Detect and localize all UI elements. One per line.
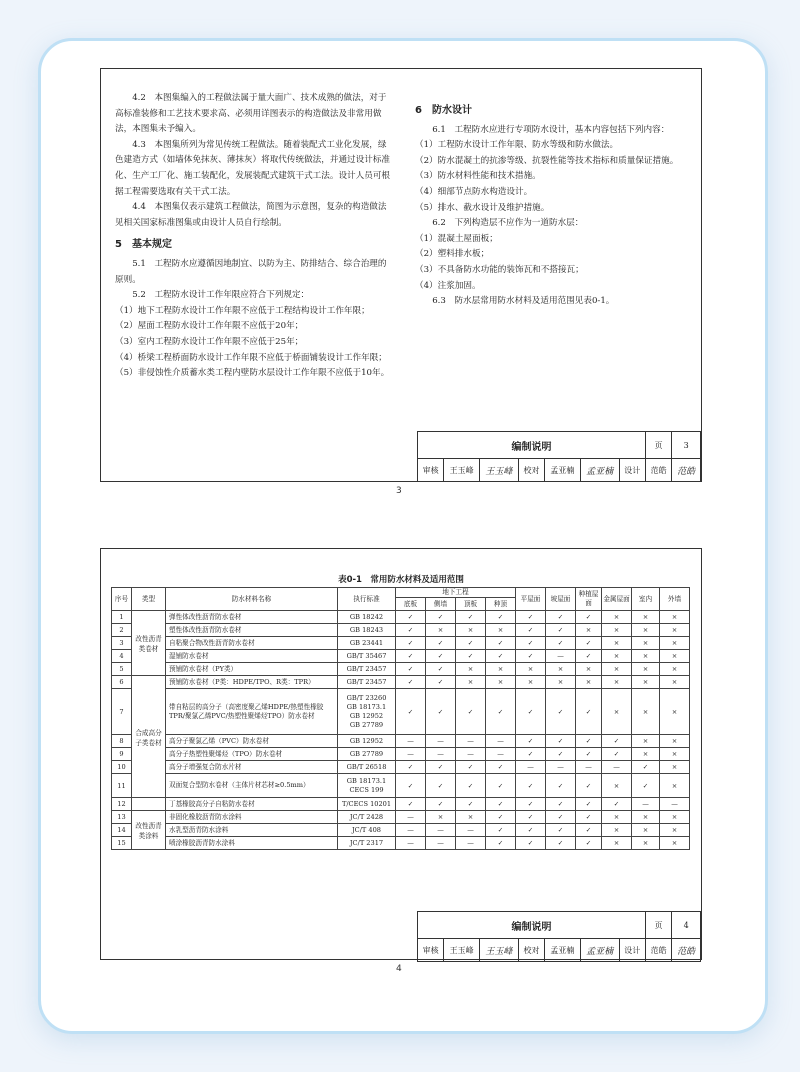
person-name: 王玉峰 (444, 459, 480, 482)
mark-cell: ✓ (396, 611, 426, 624)
paragraph: （2）屋面工程防水设计工作年限不应低于20年； (115, 321, 304, 332)
col-header: 金属屋面 (602, 588, 632, 611)
mark-cell: × (486, 624, 516, 637)
materials-table (111, 587, 690, 850)
section-heading: 5 基本规定 (115, 239, 172, 251)
table-row (112, 689, 690, 735)
paragraph: 6.2 下列构造层不应作为一道防水层： (432, 218, 584, 229)
mark-cell: ✓ (546, 798, 576, 811)
signature: 孟亚楠 (580, 459, 619, 482)
row-number: 5 (112, 663, 132, 676)
mark-cell: ✓ (516, 837, 546, 850)
mark-cell: — (632, 798, 660, 811)
mark-cell: ✓ (486, 798, 516, 811)
mark-cell: ✓ (516, 650, 546, 663)
mark-cell: × (576, 663, 602, 676)
mark-cell: ✓ (456, 689, 486, 735)
mark-cell: × (632, 663, 660, 676)
mark-cell: ✓ (426, 611, 456, 624)
col-header: 地下工程 (396, 588, 516, 598)
row-number: 6 (112, 676, 132, 689)
mark-cell: × (632, 624, 660, 637)
material-name: 高分子聚氯乙烯（PVC）防水卷材 (166, 735, 338, 748)
mark-cell: ✓ (456, 774, 486, 798)
mark-cell: ✓ (576, 735, 602, 748)
standard-cell: JC/T 2428 (338, 811, 396, 824)
mark-cell: ✓ (576, 611, 602, 624)
standard-cell: GB/T 23457 (338, 676, 396, 689)
table-row (112, 663, 690, 676)
mark-cell: ✓ (576, 837, 602, 850)
row-number: 8 (112, 735, 132, 748)
left-column (115, 91, 391, 382)
paragraph: （2）塑料排水板； (415, 249, 490, 260)
mark-cell: — (456, 748, 486, 761)
signature: 王玉峰 (479, 459, 518, 482)
mark-cell: ✓ (486, 837, 516, 850)
mark-cell: ✓ (426, 761, 456, 774)
mark-cell: × (632, 735, 660, 748)
col-header: 侧墙 (426, 598, 456, 611)
mark-cell: ✓ (396, 798, 426, 811)
row-number: 9 (112, 748, 132, 761)
mark-cell: ✓ (396, 774, 426, 798)
mark-cell: × (602, 824, 632, 837)
row-number: 10 (112, 761, 132, 774)
table-row (112, 837, 690, 850)
mark-cell: ✓ (456, 798, 486, 811)
standard-cell: JC/T 408 (338, 824, 396, 837)
mark-cell: ✓ (456, 611, 486, 624)
material-name: 弹性体改性沥青防水卷材 (166, 611, 338, 624)
material-name: 塑性体改性沥青防水卷材 (166, 624, 338, 637)
paragraph: 5.2 工程防水设计工作年限应符合下列规定： (132, 290, 310, 301)
person-name: 王玉峰 (444, 939, 480, 962)
table-title: 表0-1 常用防水材料及适用范围 (338, 575, 464, 585)
role-label: 校对 (518, 939, 544, 962)
mark-cell: × (576, 624, 602, 637)
mark-cell: ✓ (576, 637, 602, 650)
mark-cell: × (426, 624, 456, 637)
paragraph: （5）非侵蚀性介质蓄水类工程内壁防水层设计工作年限不应低于10年。 (115, 368, 390, 379)
title-block (417, 431, 701, 482)
mark-cell: ✓ (516, 774, 546, 798)
document-page-4 (100, 548, 702, 960)
mark-cell: × (426, 811, 456, 824)
mark-cell: ✓ (396, 676, 426, 689)
mark-cell: ✓ (426, 676, 456, 689)
page-value: 3 (672, 432, 701, 459)
row-number: 1 (112, 611, 132, 624)
col-header: 底板 (396, 598, 426, 611)
paragraph: 6.1 工程防水应进行专项防水设计，基本内容包括下列内容： (432, 124, 670, 135)
category-cell (132, 798, 166, 811)
person-name: 范皓 (645, 939, 671, 962)
mark-cell: × (602, 837, 632, 850)
standard-cell: GB/T 35467 (338, 650, 396, 663)
paragraph: 5.1 工程防水应遵循因地制宜、以防为主、防排结合、综合治理的原则。 (115, 258, 387, 285)
paragraph: （4）注浆加固。 (415, 280, 481, 291)
mark-cell: × (660, 824, 690, 837)
mark-cell: × (660, 761, 690, 774)
mark-cell: × (660, 689, 690, 735)
role-label: 审核 (418, 939, 444, 962)
mark-cell: × (546, 676, 576, 689)
mark-cell: × (632, 837, 660, 850)
mark-cell: — (426, 748, 456, 761)
col-header: 外墙 (660, 588, 690, 611)
mark-cell: — (456, 837, 486, 850)
mark-cell: — (396, 824, 426, 837)
category-cell: 改性沥青类卷材 (132, 611, 166, 676)
signature: 范皓 (672, 939, 701, 962)
mark-cell: ✓ (486, 650, 516, 663)
person-name: 孟亚楠 (545, 459, 581, 482)
row-number: 3 (112, 637, 132, 650)
mark-cell: ✓ (486, 811, 516, 824)
mark-cell: ✓ (576, 650, 602, 663)
mark-cell: — (396, 811, 426, 824)
paragraph: 6.3 防水层常用防水材料及适用范围见表0-1。 (432, 296, 615, 307)
table-row (112, 774, 690, 798)
mark-cell: ✓ (516, 611, 546, 624)
material-name: 自粘聚合物改性沥青防水卷材 (166, 637, 338, 650)
mark-cell: — (426, 824, 456, 837)
mark-cell: × (602, 689, 632, 735)
mark-cell: ✓ (426, 774, 456, 798)
mark-cell: ✓ (456, 761, 486, 774)
paragraph: （3）防水材料性能和技术措施。 (415, 171, 541, 182)
mark-cell: ✓ (396, 624, 426, 637)
mark-cell: — (516, 761, 546, 774)
mark-cell: ✓ (576, 798, 602, 811)
mark-cell: — (486, 748, 516, 761)
mark-cell: × (602, 663, 632, 676)
mark-cell: ✓ (516, 689, 546, 735)
person-name: 孟亚楠 (545, 939, 581, 962)
table-row (112, 624, 690, 637)
mark-cell: × (602, 624, 632, 637)
mark-cell: ✓ (516, 748, 546, 761)
page-value: 4 (672, 912, 701, 939)
section-heading: 6 防水设计 (415, 105, 472, 116)
row-number: 12 (112, 798, 132, 811)
mark-cell: — (426, 837, 456, 850)
mark-cell: × (602, 650, 632, 663)
mark-cell: — (546, 650, 576, 663)
mark-cell: ✓ (456, 637, 486, 650)
mark-cell: × (660, 837, 690, 850)
mark-cell: × (632, 811, 660, 824)
role-label: 校对 (518, 459, 544, 482)
mark-cell: ✓ (486, 637, 516, 650)
mark-cell: ✓ (632, 761, 660, 774)
header-row (112, 588, 690, 598)
col-header: 种植屋面 (576, 588, 602, 611)
col-header: 类型 (132, 588, 166, 611)
mark-cell: × (632, 824, 660, 837)
col-header: 室内 (632, 588, 660, 611)
mark-cell: ✓ (486, 611, 516, 624)
row-number: 13 (112, 811, 132, 824)
mark-cell: × (486, 676, 516, 689)
mark-cell: × (486, 663, 516, 676)
material-name: 预铺防水卷材（PY类） (166, 663, 338, 676)
table-row (112, 637, 690, 650)
paragraph: 4.4 本图集仅表示建筑工程做法，简图为示意图，复杂的构造做法见相关国家标准图集或由设计人员自行绘制。 (115, 202, 387, 228)
table-row (112, 761, 690, 774)
mark-cell: × (632, 689, 660, 735)
col-header: 执行标准 (338, 588, 396, 611)
mark-cell: — (602, 761, 632, 774)
mark-cell: — (456, 735, 486, 748)
category-cell: 改性沥青类涂料 (132, 811, 166, 850)
mark-cell: ✓ (516, 637, 546, 650)
paragraph: （1）混凝土屋面板； (415, 233, 498, 244)
mark-cell: ✓ (396, 663, 426, 676)
mark-cell: ✓ (426, 663, 456, 676)
mark-cell: × (660, 650, 690, 663)
mark-cell: ✓ (396, 637, 426, 650)
title-block (417, 911, 701, 962)
material-name: 预铺防水卷材（P类：HDPE/TPO、R类：TPR） (166, 676, 338, 689)
mark-cell: ✓ (576, 774, 602, 798)
row-number: 2 (112, 624, 132, 637)
mark-cell: ✓ (486, 774, 516, 798)
table-row (112, 811, 690, 824)
mark-cell: ✓ (486, 689, 516, 735)
paragraph: 4.2 本图集编入的工程做法属于量大面广、技术成熟的做法，对于高标准装修和工艺技术要求高、必须用详图表示的构造做法及非常用做法，本图集未予编入。 (115, 93, 387, 135)
mark-cell: × (660, 774, 690, 798)
standard-cell: GB 12952 (338, 735, 396, 748)
mark-cell: × (602, 676, 632, 689)
material-name: 双面复合型防水卷材（主体片材芯材≥0.5mm） (166, 774, 338, 798)
table-row (112, 676, 690, 689)
role-label: 审核 (418, 459, 444, 482)
paragraph: （1）工程防水设计工作年限、防水等级和防水做法。 (415, 140, 619, 151)
mark-cell: × (456, 676, 486, 689)
col-header: 坡屋面 (546, 588, 576, 611)
standard-cell: JC/T 2317 (338, 837, 396, 850)
page-label: 页 (645, 912, 671, 939)
mark-cell: ✓ (546, 824, 576, 837)
mark-cell: — (396, 748, 426, 761)
material-name: 高分子增强复合防水片材 (166, 761, 338, 774)
mark-cell: ✓ (546, 735, 576, 748)
category-cell: 合成高分子类卷材 (132, 676, 166, 798)
col-header: 序号 (112, 588, 132, 611)
material-name: 湿铺防水卷材 (166, 650, 338, 663)
mark-cell: ✓ (396, 650, 426, 663)
mark-cell: × (660, 624, 690, 637)
mark-cell: ✓ (546, 837, 576, 850)
paragraph: （5）排水、截水设计及维护措施。 (415, 202, 550, 213)
mark-cell: × (632, 650, 660, 663)
mark-cell: ✓ (546, 689, 576, 735)
mark-cell: × (660, 663, 690, 676)
table-row (112, 650, 690, 663)
mark-cell: × (632, 637, 660, 650)
mark-cell: ✓ (456, 650, 486, 663)
mark-cell: × (576, 676, 602, 689)
table-row (112, 824, 690, 837)
page-label: 页 (645, 432, 671, 459)
mark-cell: ✓ (426, 689, 456, 735)
mark-cell: ✓ (486, 761, 516, 774)
table-row (112, 735, 690, 748)
mark-cell: × (456, 663, 486, 676)
mark-cell: — (546, 761, 576, 774)
title-block-title: 编制说明 (418, 432, 646, 459)
mark-cell: × (660, 811, 690, 824)
paragraph: （4）桥梁工程桥面防水设计工作年限不应低于桥面铺装设计工作年限； (115, 352, 387, 363)
mark-cell: — (426, 735, 456, 748)
col-header: 平屋面 (516, 588, 546, 611)
standard-cell: GB 18243 (338, 624, 396, 637)
mark-cell: ✓ (516, 824, 546, 837)
role-label: 设计 (619, 459, 645, 482)
mark-cell: ✓ (516, 735, 546, 748)
signature: 孟亚楠 (580, 939, 619, 962)
mark-cell: ✓ (546, 811, 576, 824)
standard-cell: GB 27789 (338, 748, 396, 761)
mark-cell: — (396, 837, 426, 850)
paragraph: （3）室内工程防水设计工作年限不应低于25年； (115, 336, 304, 347)
mark-cell: ✓ (576, 824, 602, 837)
mark-cell: ✓ (576, 811, 602, 824)
col-header: 种顶 (486, 598, 516, 611)
mark-cell: × (602, 774, 632, 798)
mark-cell: ✓ (602, 748, 632, 761)
mark-cell: × (660, 611, 690, 624)
mark-cell: ✓ (396, 761, 426, 774)
row-number: 7 (112, 689, 132, 735)
mark-cell: × (546, 663, 576, 676)
standard-cell: GB 23441 (338, 637, 396, 650)
mark-cell: ✓ (516, 811, 546, 824)
material-name: 丁基橡胶高分子自粘防水卷材 (166, 798, 338, 811)
mark-cell: — (660, 798, 690, 811)
row-number: 11 (112, 774, 132, 798)
mark-cell: ✓ (546, 624, 576, 637)
standard-cell: GB 18173.1 CECS 199 (338, 774, 396, 798)
mark-cell: × (602, 811, 632, 824)
mark-cell: × (602, 611, 632, 624)
mark-cell: — (486, 735, 516, 748)
page-number: 3 (396, 486, 402, 496)
mark-cell: ✓ (546, 611, 576, 624)
material-name: 非固化橡胶沥青防水涂料 (166, 811, 338, 824)
mark-cell: ✓ (426, 798, 456, 811)
material-name: 高分子热塑性聚烯烃（TPO）防水卷材 (166, 748, 338, 761)
mark-cell: × (660, 748, 690, 761)
paragraph: 4.3 本图集所列为常见传统工程做法。随着装配式工业化发展，绿色建造方式（如墙体免抹灰、薄抹灰）将取代传统做法，并通过设计标准化、生产工厂化、施工装配化，发展装配式建筑干式工法。设计人员可根据工程需要选取有关干式工法。 (115, 139, 391, 197)
mark-cell: × (632, 748, 660, 761)
signature: 王玉峰 (479, 939, 518, 962)
mark-cell: × (660, 637, 690, 650)
material-name: 带自粘层的高分子（高密度聚乙烯HDPE/热塑性橡胶TPR/聚氯乙烯PVC/热塑性聚烯烃TPO）防水卷材 (166, 689, 338, 735)
standard-cell: GB/T 23260 GB 18173.1 GB 12952 GB 27789 (338, 689, 396, 735)
material-name: 喷涂橡胶沥青防水涂料 (166, 837, 338, 850)
document-page-3 (100, 68, 702, 482)
table-row (112, 611, 690, 624)
standard-cell: GB/T 23457 (338, 663, 396, 676)
person-name: 范皓 (645, 459, 671, 482)
mark-cell: ✓ (396, 689, 426, 735)
standard-cell: GB/T 26518 (338, 761, 396, 774)
row-number: 14 (112, 824, 132, 837)
mark-cell: ✓ (426, 650, 456, 663)
mark-cell: × (602, 637, 632, 650)
signature-row (418, 459, 701, 482)
page-number: 4 (396, 964, 402, 974)
title-block-title: 编制说明 (418, 912, 646, 939)
mark-cell: ✓ (602, 798, 632, 811)
paragraph: （4）细部节点防水构造设计。 (415, 186, 533, 197)
mark-cell: × (516, 676, 546, 689)
row-number: 4 (112, 650, 132, 663)
table-row (112, 798, 690, 811)
mark-cell: ✓ (486, 824, 516, 837)
role-label: 设计 (619, 939, 645, 962)
row-number: 15 (112, 837, 132, 850)
mark-cell: ✓ (602, 735, 632, 748)
mark-cell: ✓ (576, 748, 602, 761)
material-name: 水乳型沥青防水涂料 (166, 824, 338, 837)
mark-cell: ✓ (516, 624, 546, 637)
mark-cell: — (456, 824, 486, 837)
paragraph: （1）地下工程防水设计工作年限不应低于工程结构设计工作年限； (115, 305, 370, 316)
paragraph: （3）不具备防水功能的装饰瓦和不搭接瓦； (415, 264, 584, 275)
mark-cell: × (660, 676, 690, 689)
mark-cell: × (456, 811, 486, 824)
mark-cell: ✓ (546, 637, 576, 650)
mark-cell: × (660, 735, 690, 748)
mark-cell: × (516, 663, 546, 676)
mark-cell: ✓ (516, 798, 546, 811)
mark-cell: — (576, 761, 602, 774)
standard-cell: GB 18242 (338, 611, 396, 624)
signature-row (418, 939, 701, 962)
mark-cell: ✓ (426, 637, 456, 650)
mark-cell: — (396, 735, 426, 748)
table-row (112, 748, 690, 761)
mark-cell: ✓ (546, 748, 576, 761)
col-header: 顶板 (456, 598, 486, 611)
standard-cell: T/CECS 10201 (338, 798, 396, 811)
mark-cell: × (632, 676, 660, 689)
col-header: 防水材料名称 (166, 588, 338, 611)
mark-cell: × (456, 624, 486, 637)
paragraph: （2）防水混凝土的抗渗等级、抗裂性能等技术指标和质量保证措施。 (415, 155, 679, 166)
mark-cell: ✓ (632, 774, 660, 798)
mark-cell: × (632, 611, 660, 624)
right-column (415, 97, 691, 310)
signature: 范皓 (672, 459, 701, 482)
mark-cell: ✓ (546, 774, 576, 798)
mark-cell: ✓ (576, 689, 602, 735)
